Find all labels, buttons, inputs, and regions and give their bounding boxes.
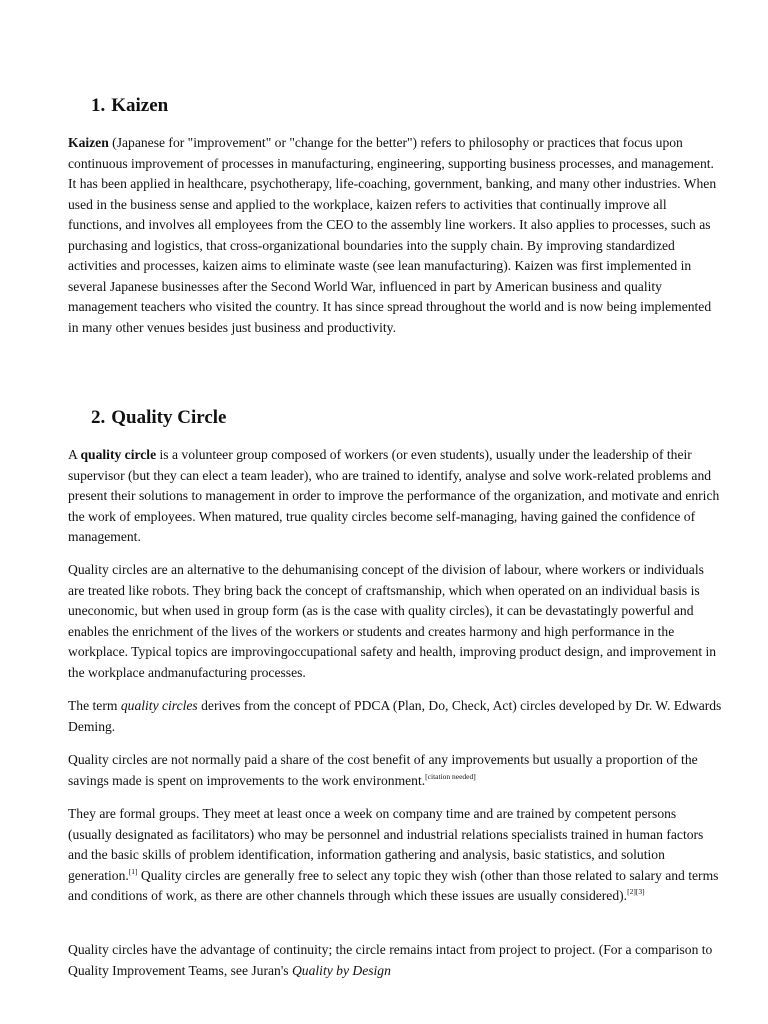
paragraph-continuity xyxy=(68,940,723,981)
paragraph-text: Quality circles are an alternative to the dehumanising concept of the division of labour, where workers or individuals are treated like robots. They bring back the concept of craftsmanship, which when operated on an individual basis is uneconomic, but when used in group form (as is the case with quality circles), it can be devastatingly powerful and enables the enrichment of the lives of the workers or students and creates harmony and high performance in the workplace. Typical topics are improvingoccupational safety and health, improving product design, and improvement in the workplace andmanufacturing processes. xyxy=(68,562,717,680)
citation-link-2-3[interactable]: [2][3] xyxy=(627,887,645,896)
paragraph-text: (Japanese for "improvement" or "change for the better") refers to philosophy or practices that focus upon continuous improvement of processes in manufacturing, engineering, supporting business processes, and management. It has been applied in healthcare, psychotherapy, life-coaching, government, banking, and many other industries. When used in the business sense and applied to the workplace, kaizen refers to activities that continually improve all functions, and involves all employees from the CEO to the assembly line workers. It also applies to processes, such as purchasing and logistics, that cross-organizational boundaries into the supply chain. By improving standardized activities and processes, kaizen aims to eliminate waste (see lean manufacturing). Kaizen was first implemented in several Japanese businesses after the Second World War, influenced in part by American business and quality management teachers who visited the country. It has since spread throughout the world and is now being implemented in many other venues besides just business and productivity. xyxy=(68,135,717,335)
paragraph-text: derives from the concept of PDCA (Plan, Do, Check, Act) circles developed by Dr. W. Edwards Deming. xyxy=(68,698,722,734)
paragraph-kaizen-definition xyxy=(68,133,723,338)
kaizen-term: Kaizen xyxy=(68,135,109,150)
section-heading-kaizen xyxy=(91,94,168,118)
paragraph-alternative-division-labour xyxy=(68,560,723,683)
section-number: 2. xyxy=(91,407,106,428)
paragraph-text: Quality circles are not normally paid a share of the cost benefit of any improvements but usually a proportion of the savings made is spent on improvements to the work environment. xyxy=(68,752,698,788)
paragraph-quality-circle-definition xyxy=(68,445,723,548)
quality-by-design-title: Quality by Design xyxy=(291,962,391,978)
citation-needed-link[interactable]: [citation needed] xyxy=(425,771,476,781)
section-title: Kaizen xyxy=(111,95,169,116)
paragraph-pdca-origin xyxy=(68,696,723,737)
paragraph-text: A xyxy=(68,447,81,462)
paragraph-text: Quality circles have the advantage of continuity; the circle remains intact from project to project. (For a comparison to Quality Improvement Teams, see Juran's xyxy=(68,942,713,978)
paragraph-formal-groups xyxy=(68,804,723,907)
section-heading-quality-circle xyxy=(91,406,226,430)
paragraph-text: They are formal groups. They meet at least once a week on company time and are trained by competent persons (usually designated as facilitators) who may be personnel and industrial relations specialists trained in human factors and the basic skills of problem identification, information gathering and analysis, basic statistics, and solution generation. xyxy=(68,806,704,883)
paragraph-cost-benefit xyxy=(68,750,723,791)
paragraph-text: Quality circles are generally free to select any topic they wish (other than those related to salary and terms and conditions of work, as there are other channels through which these issues are usually considered). xyxy=(68,867,719,903)
paragraph-text: The term xyxy=(68,698,121,713)
citation-link-1[interactable]: [1] xyxy=(128,866,138,876)
quality-circles-term: quality circles xyxy=(120,698,198,713)
section-number: 1. xyxy=(91,95,106,116)
paragraph-text: is a volunteer group composed of workers (or even students), usually under the leadership of their supervisor (but they can elect a team leader), who are trained to identify, analyse and solve work-related problems and present their solutions to management in order to improve the performance of the organization, and motivate and enrich the work of employees. When matured, true quality circles become self-managing, having gained the confidence of management. xyxy=(68,447,720,544)
quality-circle-term: quality circle xyxy=(80,447,157,462)
section-title: Quality Circle xyxy=(111,407,227,428)
